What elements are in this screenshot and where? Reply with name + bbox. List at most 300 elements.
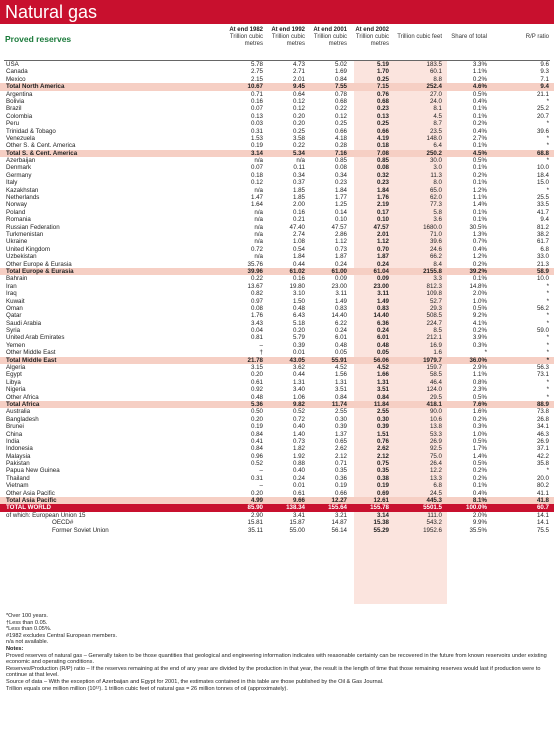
row-value: 0.3%	[472, 341, 487, 349]
row-value: 1.2%	[472, 253, 487, 261]
row-value: 0.70	[376, 245, 389, 253]
row-value: 2.7%	[472, 134, 487, 142]
row-value: 0.19	[250, 423, 263, 431]
row-value: 9.82	[292, 400, 305, 408]
column-header	[215, 27, 263, 48]
row-value: 21.3	[536, 260, 549, 268]
table-row	[0, 298, 554, 305]
row-value: 4.52	[334, 364, 347, 372]
table-row	[0, 216, 554, 223]
row-value: 61.02	[289, 267, 305, 275]
row-label: Denmark	[6, 164, 32, 172]
row-value: 2.0%	[472, 290, 487, 298]
row-value: 0.5%	[472, 304, 487, 312]
row-value: 0.41	[250, 437, 263, 445]
table-row	[0, 91, 554, 98]
row-value: 46.3	[536, 430, 549, 438]
row-value: 0.19	[334, 482, 347, 490]
row-value: 0.96	[250, 452, 263, 460]
row-value: 7.16	[334, 149, 347, 157]
row-value: 46.4	[429, 378, 442, 386]
row-value: 5.34	[292, 149, 305, 157]
row-value: 1.64	[250, 201, 263, 209]
row-value: 0.2%	[472, 327, 487, 335]
row-value: 7.1	[540, 75, 549, 83]
row-value: 4.6%	[472, 83, 487, 91]
total-row	[0, 83, 554, 90]
row-value: 0.2%	[472, 75, 487, 83]
row-label: Mexico	[6, 75, 26, 83]
row-value: 5.02	[334, 61, 347, 68]
row-value: 0.36	[334, 474, 347, 482]
row-value: 1.3%	[472, 230, 487, 238]
row-value: 0.1%	[472, 208, 487, 216]
row-value: 0.19	[250, 142, 263, 150]
row-value: 2.75	[250, 68, 263, 76]
row-value: 1.31	[292, 378, 305, 386]
row-value: 60.1	[429, 68, 442, 76]
row-value: n/a	[254, 216, 263, 224]
row-value: 0.20	[250, 415, 263, 423]
row-value: 0.21	[292, 216, 305, 224]
row-value: 0.84	[250, 430, 263, 438]
column-unit: Trillion cubic metres	[271, 34, 305, 47]
footnote-line: *Less than 0.05%.	[6, 626, 52, 633]
row-value: 11.3	[430, 171, 442, 179]
row-value: 1.1%	[472, 194, 487, 202]
row-value: 10.67	[247, 83, 263, 91]
row-value: 155.64	[328, 504, 347, 512]
row-label: Yemen	[6, 341, 26, 349]
row-value: 41.8	[536, 497, 549, 505]
row-value: 61.00	[331, 267, 347, 275]
row-value: 0.07	[250, 164, 263, 172]
row-value: 6.01	[334, 334, 347, 342]
footnote-line: Reserves/Production (R/P) ratio – If the reserves remaining at the end of any year are divided by the production in that year, the result is the length of time that those remaining reserves would last if production were to continue at that level.	[6, 665, 541, 679]
row-value: 0.05	[376, 349, 389, 357]
row-label: Ukraine	[6, 238, 28, 246]
row-label: Brunei	[6, 423, 24, 431]
row-value: 1.31	[334, 378, 347, 386]
table-row	[0, 113, 554, 120]
row-value: 73.1	[536, 371, 549, 379]
row-value: *	[546, 120, 549, 128]
row-value: 43.05	[289, 356, 305, 364]
column-header	[347, 27, 389, 48]
row-value: 0.54	[292, 245, 305, 253]
row-label: Libya	[6, 378, 21, 386]
row-value: 0.44	[292, 371, 305, 379]
row-value: 0.05	[334, 349, 347, 357]
row-value: 56.3	[536, 364, 549, 372]
column-year: At end 2002	[355, 27, 389, 33]
row-value: 0.75	[376, 460, 389, 468]
row-label: Oman	[6, 304, 23, 312]
row-value: 1.37	[334, 430, 347, 438]
row-value: 0.66	[334, 127, 347, 135]
row-value: 14.8%	[469, 282, 487, 290]
row-value: 155.78	[370, 504, 389, 512]
row-value: 6.4	[433, 142, 442, 150]
row-value: 12.2	[429, 467, 442, 475]
row-value: 0.25	[376, 120, 389, 128]
row-value: 0.72	[250, 245, 263, 253]
row-value: 1.40	[292, 430, 305, 438]
row-value: 0.08	[334, 164, 347, 172]
row-value: 0.20	[250, 489, 263, 497]
row-value: n/a	[254, 157, 263, 165]
table-row	[0, 431, 554, 438]
row-value: 0.5%	[472, 437, 487, 445]
row-value: 24.5	[429, 489, 442, 497]
table-row	[0, 105, 554, 112]
row-value: 4.18	[334, 134, 347, 142]
table-row	[0, 261, 554, 268]
table-row	[0, 253, 554, 260]
footnote-line: Proved reserves of natural gas – Generally taken to be those quantities that geological and engineering information indicates with reasonable certainty can be recovered in the future from known reservoirs under existing economic and operating conditions.	[6, 652, 547, 666]
row-value: *	[546, 349, 549, 357]
row-value: 0.07	[250, 105, 263, 113]
row-value: 14.40	[331, 312, 347, 320]
row-value: 2.71	[292, 68, 305, 76]
row-value: 0.24	[376, 260, 389, 268]
table-row	[0, 187, 554, 194]
row-value: 2.12	[334, 452, 347, 460]
row-value: 4.5	[433, 112, 442, 120]
row-value: 2.90	[250, 511, 263, 519]
row-value: 0.20	[292, 112, 305, 120]
row-value: 35.8	[536, 460, 549, 468]
row-value: 0.72	[292, 415, 305, 423]
row-value: 15.81	[247, 519, 263, 527]
row-value: 0.25	[376, 75, 389, 83]
row-value: –	[259, 467, 263, 475]
row-value: 2.15	[250, 75, 263, 83]
row-value: 508.5	[426, 312, 442, 320]
row-label: Canada	[6, 68, 28, 76]
row-value: 53.3	[429, 430, 442, 438]
row-value: 8.4	[433, 260, 442, 268]
row-value: 4.19	[376, 134, 389, 142]
row-value: 0.4%	[472, 489, 487, 497]
row-value: 2.62	[334, 445, 347, 453]
row-value: 0.8%	[472, 378, 487, 386]
row-value: 0.52	[292, 408, 305, 416]
row-label: Colombia	[6, 112, 33, 120]
row-value: 0.73	[334, 245, 347, 253]
column-header	[394, 27, 442, 41]
row-label: Netherlands	[6, 194, 40, 202]
row-value: 55.00	[289, 526, 305, 534]
row-value: 100.0%	[466, 504, 487, 512]
row-value: 1.06	[292, 393, 305, 401]
row-value: n/a	[254, 230, 263, 238]
row-label: Brazil	[6, 105, 22, 113]
row-value: 0.1%	[472, 482, 487, 490]
row-value: 0.66	[334, 489, 347, 497]
row-value: 0.61	[292, 489, 305, 497]
row-value: 0.76	[376, 437, 389, 445]
row-value: 39.96	[247, 267, 263, 275]
row-label: Other Asia Pacific	[6, 489, 55, 497]
table-row	[0, 408, 554, 415]
row-value: 13.3	[429, 474, 442, 482]
row-label: USA	[6, 61, 19, 68]
row-value: 0.13	[376, 112, 389, 120]
row-value: 0.44	[292, 260, 305, 268]
row-value: 62.0	[429, 194, 442, 202]
row-value: 0.25	[334, 120, 347, 128]
row-value: 3.62	[292, 364, 305, 372]
row-value: 9.66	[292, 497, 305, 505]
row-value: 0.22	[250, 275, 263, 283]
table-row	[0, 246, 554, 253]
row-value: 0.35	[334, 467, 347, 475]
row-value: 2.01	[292, 75, 305, 83]
row-label: Syria	[6, 327, 21, 335]
row-value: 2155.8	[423, 267, 442, 275]
column-year: At end 1992	[271, 27, 305, 33]
row-value: 1952.6	[423, 526, 442, 534]
row-value: 8.8	[433, 75, 442, 83]
row-value: 4.73	[292, 61, 305, 68]
row-value: 5.36	[250, 400, 263, 408]
row-value: 543.2	[426, 519, 442, 527]
row-value: 1.85	[292, 186, 305, 194]
row-label: Bahrain	[6, 275, 28, 283]
row-value: *	[546, 186, 549, 194]
row-value: 3.41	[292, 511, 305, 519]
row-value: 2.19	[376, 201, 389, 209]
row-value: 29.3	[429, 304, 442, 312]
row-value: 9.4	[540, 83, 549, 91]
column-unit: Trillion cubic feet	[397, 34, 442, 40]
row-value: 1.47	[250, 194, 263, 202]
row-value: 0.76	[376, 90, 389, 98]
row-value: 60.7	[536, 504, 549, 512]
table-row	[0, 364, 554, 371]
row-value: –	[259, 341, 263, 349]
row-label: Trinidad & Tobago	[6, 127, 56, 135]
row-value: 9.6	[540, 61, 549, 68]
row-value: *	[546, 312, 549, 320]
row-value: 33.0	[536, 253, 549, 261]
row-value: 1.84	[334, 186, 347, 194]
row-label: United Arab Emirates	[6, 334, 65, 342]
column-year	[519, 27, 549, 34]
row-value: 7.6%	[472, 400, 487, 408]
row-label: Turkmenistan	[6, 230, 44, 238]
column-year	[394, 27, 442, 34]
total-row	[0, 357, 554, 364]
row-value: 1.6%	[472, 408, 487, 416]
row-value: 0.1%	[472, 142, 487, 150]
row-value: 73.8	[536, 408, 549, 416]
table-row	[0, 327, 554, 334]
row-value: 6.01	[376, 334, 389, 342]
row-value: 75.0	[429, 452, 442, 460]
row-value: 26.8	[536, 415, 549, 423]
title-banner	[0, 0, 554, 24]
row-value: 1.0%	[472, 297, 487, 305]
row-value: 1680.0	[423, 223, 442, 231]
row-value: 1.49	[334, 297, 347, 305]
column-unit: Share of total	[451, 34, 487, 40]
row-value: 26.4	[429, 460, 442, 468]
table-row	[0, 179, 554, 186]
row-value: 9.2%	[472, 312, 487, 320]
row-label: Total North America	[6, 83, 65, 91]
row-value: 0.31	[250, 127, 263, 135]
row-value: 0.40	[292, 423, 305, 431]
row-value: 59.0	[536, 327, 549, 335]
table-row	[0, 438, 554, 445]
row-value: 0.88	[292, 460, 305, 468]
row-value: 7.15	[376, 83, 389, 91]
row-value: 2.01	[376, 230, 389, 238]
row-value: 0.10	[334, 216, 347, 224]
table-row	[0, 275, 554, 282]
row-value: 7.08	[376, 149, 389, 157]
row-value: 11.74	[331, 400, 347, 408]
row-label: Total Middle East	[6, 356, 57, 364]
row-value: 1.92	[292, 452, 305, 460]
row-label: Kazakhstan	[6, 186, 39, 194]
row-label: Other Europe & Eurasia	[6, 260, 72, 268]
table-row	[0, 209, 554, 216]
row-value: 0.69	[376, 489, 389, 497]
row-value: 14.1	[536, 511, 549, 519]
row-value: 9.45	[292, 83, 305, 91]
row-value: 0.34	[292, 171, 305, 179]
row-value: 0.1%	[472, 275, 487, 283]
row-value: *	[546, 297, 549, 305]
row-value: 0.24	[334, 260, 347, 268]
row-value: 0.09	[376, 275, 389, 283]
row-value: 0.2%	[472, 415, 487, 423]
row-label: China	[6, 430, 23, 438]
row-value: 34.1	[536, 423, 549, 431]
table-row	[0, 98, 554, 105]
row-value: 5.19	[376, 61, 389, 68]
row-value: *	[546, 341, 549, 349]
footnote-line: †Less than 0.05.	[6, 619, 48, 626]
row-value: 1.56	[334, 371, 347, 379]
table-row	[0, 164, 554, 171]
table-row	[0, 290, 554, 297]
footnote-line: Notes:	[6, 645, 24, 652]
row-label: Azerbaijan	[6, 157, 36, 165]
row-value: 1.1%	[472, 68, 487, 76]
footnote-line: Source of data – With the exception of Azerbaijan and Egypt for 2001, the estimates contained in this table are those published by the Oil & Gas Journal.	[6, 678, 384, 685]
row-value: *	[546, 386, 549, 394]
row-value: 0.01	[292, 349, 305, 357]
row-label: Saudi Arabia	[6, 319, 42, 327]
row-value: 0.22	[292, 142, 305, 150]
row-value: 1.31	[376, 378, 389, 386]
page-title: Natural gas	[5, 2, 98, 22]
table-row	[0, 475, 554, 482]
row-value: 2.0%	[472, 511, 487, 519]
table-row	[0, 231, 554, 238]
row-value: 0.03	[250, 120, 263, 128]
row-value: 1.4%	[472, 201, 487, 209]
row-value: 0.84	[334, 393, 347, 401]
row-value: 1.77	[334, 194, 347, 202]
table-row	[0, 349, 554, 356]
row-value: n/a	[254, 208, 263, 216]
row-value: 77.3	[429, 201, 442, 209]
row-label: Iran	[6, 282, 17, 290]
row-value: 0.92	[250, 386, 263, 394]
row-label: TOTAL WORLD	[6, 504, 52, 512]
row-value: 26.9	[536, 437, 549, 445]
row-value: 3.10	[292, 290, 305, 298]
row-label: Romania	[6, 216, 31, 224]
table-row	[0, 512, 554, 519]
row-value: *	[546, 467, 549, 475]
row-value: 1.66	[376, 371, 389, 379]
row-value: 2.55	[334, 408, 347, 416]
row-value: 0.5%	[472, 393, 487, 401]
row-value: 4.52	[376, 364, 389, 372]
column-unit: Trillion cubic metres	[229, 34, 263, 47]
row-value: 4.1%	[472, 319, 487, 327]
row-value: 0.64	[292, 90, 305, 98]
row-value: 3.40	[292, 386, 305, 394]
row-value: 24.0	[429, 97, 442, 105]
row-value: 1.69	[334, 68, 347, 76]
row-value: 0.4%	[472, 127, 487, 135]
row-value: 4.5%	[472, 149, 487, 157]
row-value: 23.00	[373, 282, 389, 290]
row-value: 0.71	[334, 460, 347, 468]
row-value: 3.21	[334, 511, 347, 519]
table-row	[0, 423, 554, 430]
row-value: 2.74	[292, 230, 305, 238]
row-value: *	[546, 290, 549, 298]
row-value: n/a	[254, 253, 263, 261]
row-value: 41.7	[536, 208, 549, 216]
row-value: –	[259, 482, 263, 490]
row-value: 3.6	[433, 216, 442, 224]
row-value: *	[546, 356, 549, 364]
table-row	[0, 238, 554, 245]
table-row	[0, 371, 554, 378]
row-value: 0.66	[376, 127, 389, 135]
row-value: 0.40	[292, 467, 305, 475]
row-value: 111.0	[427, 511, 442, 519]
row-value: 2.86	[334, 230, 347, 238]
row-value: 0.14	[334, 208, 347, 216]
row-value: 0.39	[334, 423, 347, 431]
table-row	[0, 342, 554, 349]
table-row	[0, 445, 554, 452]
row-value: 0.81	[250, 334, 263, 342]
row-value: 1.12	[376, 238, 389, 246]
row-value: 55.29	[373, 526, 389, 534]
row-label: Other Africa	[6, 393, 39, 401]
row-value: 0.48	[250, 393, 263, 401]
footnotes	[6, 613, 550, 692]
row-label: Argentina	[6, 90, 33, 98]
row-value: 71.0	[429, 230, 442, 238]
row-value: n/a	[254, 238, 263, 246]
row-value: 3.15	[250, 364, 263, 372]
row-value: 3.3	[433, 275, 442, 283]
row-label: Total Asia Pacific	[6, 497, 57, 505]
row-value: 0.16	[250, 97, 263, 105]
